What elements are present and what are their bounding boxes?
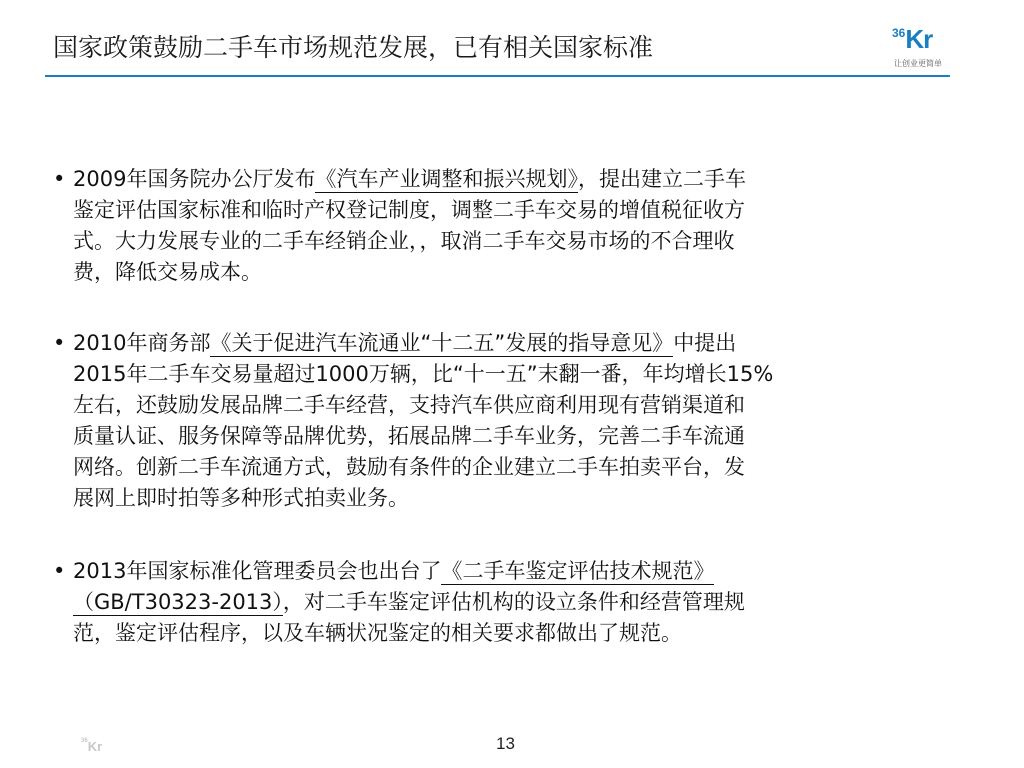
bullet-text (73, 164, 998, 288)
text-span: 2010年商务部 (73, 331, 211, 355)
brand-logo (888, 22, 958, 68)
text-line: 鉴定评估国家标准和临时产权登记制度，调整二手车交易的增值税征收方 (73, 198, 745, 222)
standard-code-reference: （GB/T30323-2013） (73, 590, 283, 614)
logo-mark (892, 24, 932, 55)
footer-logo (81, 738, 102, 756)
bullet-text (73, 328, 998, 514)
text-line (73, 556, 998, 587)
policy-title-reference: 《关于促进汽车流通业“十二五”发展的指导意见》 (210, 331, 674, 355)
text-line: 质量认证、服务保障等品牌优势，拓展品牌二手车业务，完善二手车流通 (73, 424, 745, 448)
text-span: ，提出建立二手车 (577, 167, 746, 191)
bullet-marker: • (53, 331, 66, 355)
text-span: 中提出 (673, 331, 737, 355)
footer-logo-number: 36 (81, 738, 88, 744)
bullet-text (73, 556, 998, 649)
page-number: 13 (496, 734, 515, 753)
bullet-marker: • (53, 167, 66, 191)
logo-number: 36 (892, 26, 906, 40)
text-line: 2015年二手车交易量超过1000万辆，比“十一五”末翻一番，年均增长15% (73, 362, 774, 386)
header-divider (45, 75, 950, 77)
text-line: 展网上即时拍等多种形式拍卖业务。 (73, 486, 409, 510)
standard-title-reference: 《二手车鉴定评估技术规范》 (441, 559, 715, 583)
text-line: 网络。创新二手车流通方式，鼓励有条件的企业建立二手车拍卖平台，发 (73, 455, 745, 479)
logo-text: Kr (905, 24, 933, 54)
bullet-marker: • (53, 559, 66, 583)
text-line: 左右，还鼓励发展品牌二手车经营，支持汽车供应商利用现有营销渠道和 (73, 393, 745, 417)
text-span: 2013年国家标准化管理委员会也出台了 (73, 559, 442, 583)
text-line: 范，鉴定评估程序，以及车辆状况鉴定的相关要求都做出了规范。 (73, 621, 682, 645)
text-line (73, 587, 998, 618)
page-title: 国家政策鼓励二手车市场规范发展，已有相关国家标准 (53, 33, 654, 62)
text-span: 2009年国务院办公厅发布 (73, 167, 316, 191)
text-line (73, 328, 998, 359)
footer-logo-text: Kr (87, 739, 103, 754)
policy-title-reference: 《汽车产业调整和振兴规划》 (315, 167, 578, 191)
text-span: ，对二手车鉴定评估机构的设立条件和经营管理规 (282, 590, 745, 614)
logo-slogan: 让创业更简单 (894, 59, 942, 68)
text-line: 式。大力发展专业的二手车经销企业，，取消二手车交易市场的不合理收 (73, 229, 735, 253)
text-line (73, 164, 998, 195)
text-line: 费，降低交易成本。 (73, 260, 262, 284)
